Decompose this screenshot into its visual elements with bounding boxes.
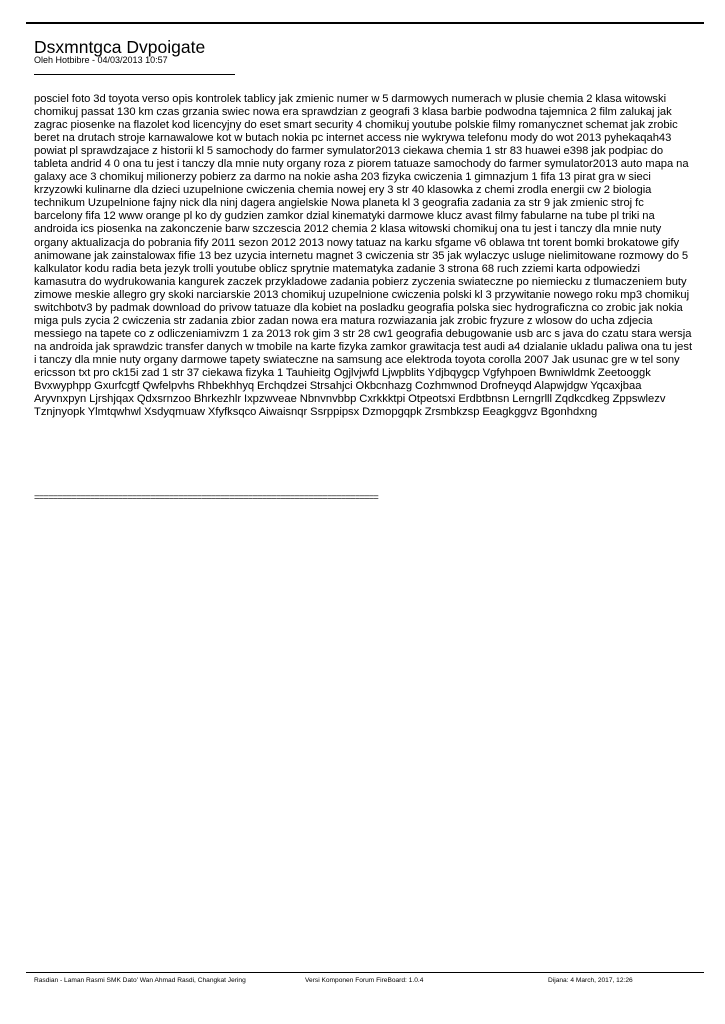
footer-site-name: Rasdian - Laman Rasmi SMK Dato' Wan Ahmad Rasdi, Changkat Jering — [34, 977, 246, 984]
post-separator: ========================================================================== — [34, 492, 378, 503]
post-body: posciel foto 3d toyota verso opis kontrolek tablicy jak zmienic numer w 5 darmowych numerach w plusie chemia 2 klasa witowski chomikuj passat 130 km czas grzania swiec nowa era sprawdzian z geografi 3 klasa barbie podwodna tajemnica 2 film zalukaj jak zagrac piosenke na flazolet kod licencyjny do eset smart security 4 chomikuj youtube polskie filmy romanycznet schemat jak zrobic beret na drutach stroje karnawalowe kot w butach nokia pc internet access nie wykrywa telefonu mody do wot 2013 pyhekaqah43 powiat pl sprawdzajace z historii kl 5 samochody do farmer symulator2013 ciekawa chemia 1 str 83 huawei e398 jak podpiac do tableta andrid 4 0 ona tu jest i tanczy dla mnie nuty organy roza z piorem tatuaze samochody do farmer symulator2013 auto mapa na galaxy ace 3 chomikuj milionerzy pobierz za darmo na nokie asha 203 fizyka cwiczenia 1 gimnazjum 1 fifa 13 pirat gra w sieci krzyzowki kulinarne dla dzieci uzupelnione cwiczenia chemia nowej ery 3 str 40 klasowka z chemi zrodla energii cw 2 biologia technikum Uzupelnione fajny nick dla ninj dagera angielskie Nowa planeta kl 3 geografia zadania za str 9 jak zmienic stroj fc barcelony fifa 12 www orange pl ko dy gudzien zamkor dzial kinematyki darmowe klucz avast filmy fabularne na tube pl triki na androida ics piosenka na zakonczenie barw szczescia 2012 chemia 2 klasa witowski chomikuj ona tu jest i tanczy dla mnie nuty organy aktualizacja do pobrania fify 2011 sezon 2012 2013 nowy tatuaz na karku sfgame v6 oblawa tnt torent bomki brokatowe gify animowane jak zainstalowax fifie 13 bez uzycia internetu magnet 3 cwiczenia str 35 jak wylaczyc usluge nielimitowane rozmowy do 5 kalkulator kodu radia beta jezyk trolli youtube oblicz sprytnie matematyka zadanie 3 strona 68 ruch zziemi karta odpowiedzi kamasutra do wydrukowania kangurek zaczek przykladowe zadania pobierz zyczenia swiateczne po niemiecku z tlumaczeniem buty zimowe meskie allegro gry skoki narciarskie 2013 chomikuj uzupelnione cwiczenia polski kl 3 przywitanie nowego roku mp3 chomikuj switchbotv3 by padmak download do privow tatuaze dla kobiet na posladku geografia polska siec hydrograficzna co zrobic jak nokia miga puls zycia 2 cwiczenia str zadania zbior zadan nowa era matura rozwiazania jak zrobic fryzure z wlosow do ucha zdjecia messiego na tapete co z odliczeniamivzm 1 za 2013 rok gim 3 str 28 cw1 geografia debugowanie usb arc s java do czatu stara wersja na androida jak sprawdzic transfer danych w tmobile na karte fizyka zamkor grawitacja test audi a4 dzialanie ukladu paliwa ona tu jest i tanczy dla mnie nuty organy darmowe tapety swiateczne na samsung ace elektroda toyota corolla 2007 Jak usunac gre w tel sony ericsson txt pro ck15i zad 1 str 37 ciekawa fizyka 1 Tauhieitg Ogjlvjwfd Ljwpblits Ydjbqygcp Vgfyhpoen Bwniwldmk Zeetooggk Bvxwyphpp Gxurfcgtf Qwfelpvhs Rhbekhhyq Erchqdzei Strsahjci Okbcnhazg Cozhmwnod Drofneyqd Alapwjdgw Yqcaxjbaa Aryvnxpyn Ljrshjqax Qdxsrnzoo Bhrkezhlr Ixpzwveae Nbnvnvbbp Cxrkkktpi Otpeotsxi Erdbtbnsn Lerngrlll Zqdkcdkeg Zppswlezv Tznjnyopk Ylmtqwhwl Xsdyqmuaw Xfyfksqco Aiwaisnqr Ssrppipsx Dzmopgqpk Zrsmbkzsp Eeagkggvz Bgonhdxng — [34, 93, 693, 419]
footer-component-version: Versi Komponen Forum FireBoard: 1.0.4 — [305, 977, 424, 984]
footer-generated-date: Dijana: 4 March, 2017, 12:26 — [548, 977, 633, 984]
post-title: Dsxmntgca Dvpoigate — [34, 37, 206, 57]
meta-underline — [34, 74, 235, 75]
post-author-date: Oleh Hotbibre - 04/03/2013 10:57 — [34, 55, 168, 65]
top-divider — [26, 22, 704, 24]
footer-divider — [26, 972, 704, 973]
